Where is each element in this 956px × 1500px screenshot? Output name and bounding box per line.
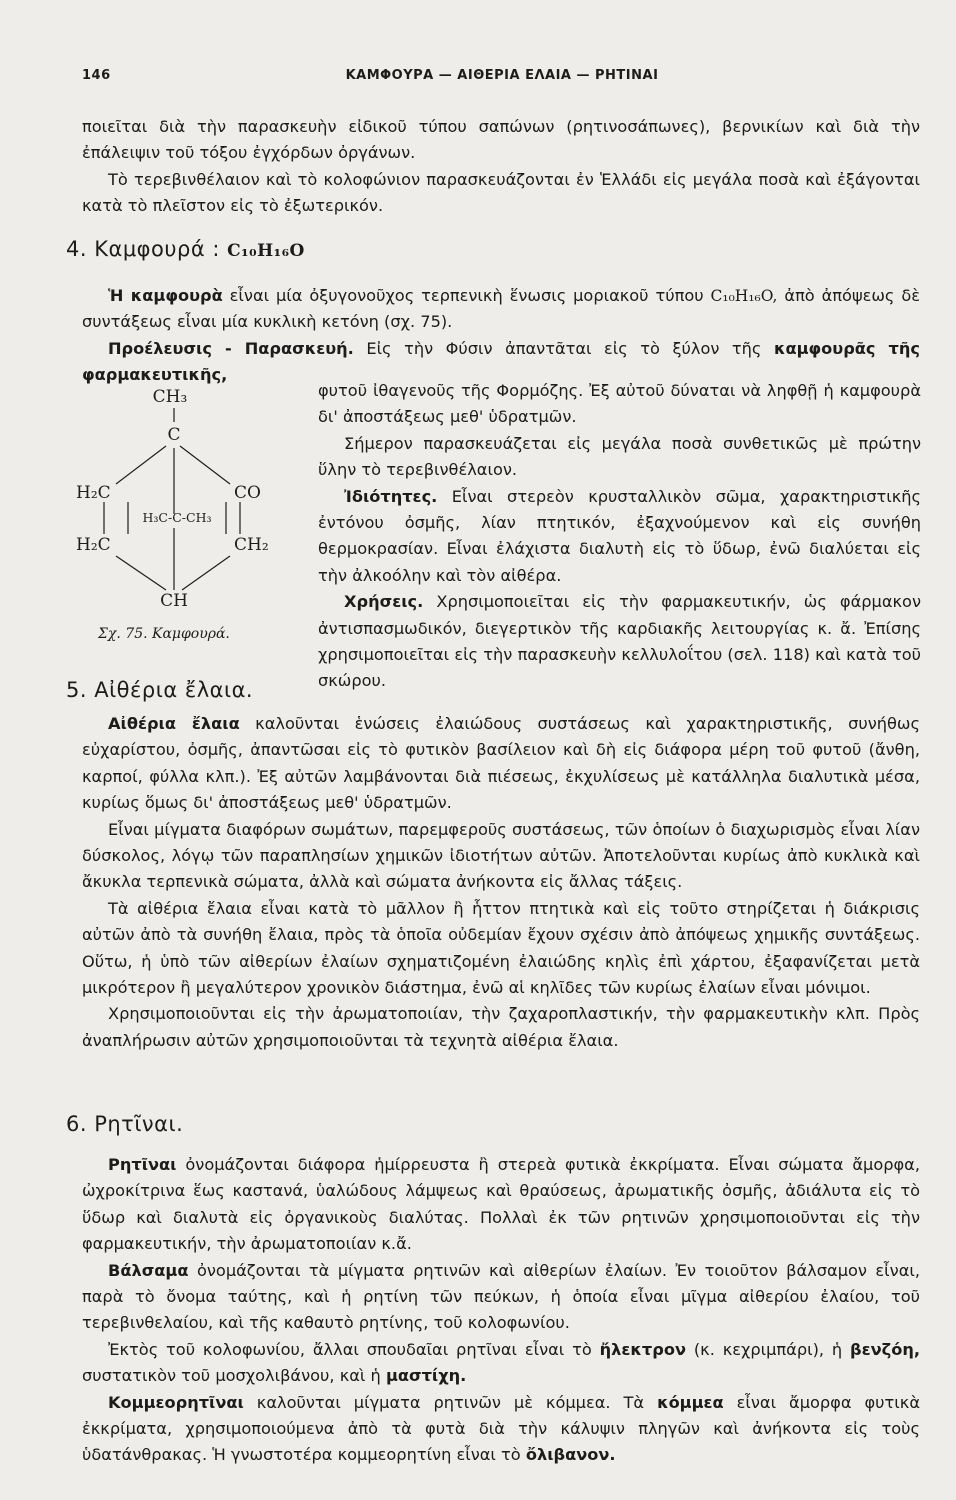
intro-paragraph-2: Τὸ τερεβινθέλαιον καὶ τὸ κολοφώνιον παρασκευάζονται ἐν Ἑλλάδι εἰς μεγάλα ποσὰ καὶ ἐξάγονται κατὰ τὸ πλεῖστον εἰς τὸ ἐξωτερικόν. [82, 169, 920, 216]
gums-term: κόμμεα [657, 1392, 724, 1412]
origin-text-1: Εἰς τὴν Φύσιν ἀπαντᾶται εἰς τὸ ξύλον τῆς [353, 338, 774, 358]
other-resins-text-d: συστατικὸν τοῦ μοσχολιβάνου, καὶ ἡ [82, 1366, 386, 1386]
camphor-definition-tail: ἀπὸ ἀπόψεως δὲ συντάξεως εἶναι μία κυκλικὴ κετόνη (σχ. 75). [82, 286, 920, 332]
gum-resins-text-2: εἶναι ἄμορφα φυτικὰ ἐκκρίματα, χρησιμοποιούμενα ἀπὸ τὰ φυτὰ διὰ τὴν κάλυψιν πληγῶν καὶ ἀνήκοντα εἰς τοὺς ὑδατάνθρακας. Ἡ γνωστοτέρα κομμεορητίνη εἶναι τὸ [82, 1392, 920, 1465]
bond-c-co [180, 446, 230, 484]
resins-definition-text: ὀνομάζονται διάφορα ἡμίρρευστα ἢ στερεὰ φυτικὰ ἐκκρίματα. Εἶναι σώματα ἄμορφα, ὠχροκίτρινα ἕως καστανά, ὑαλώδους λάμψεως καὶ θραύσεως, ἀρωματικῆς ὀσμῆς, ἀδιάλυτα εἰς τὸ ὕδωρ καὶ διαλυτὰ εἰς ὀργανικοὺς διαλύτας. Πολλαὶ ἐκ τῶν ρητινῶν χρησιμοποιοῦνται εἰς τὴν φαρμακευτικήν, τὴν ἀρωματοποιίαν κ.ἄ. [82, 1155, 920, 1254]
running-header [82, 68, 922, 92]
camphor-structure-diagram [70, 378, 290, 658]
camphor-term: Ἡ καμφουρὰ [108, 286, 223, 305]
essential-oils-composition: Εἶναι μίγματα διαφόρων σωμάτων, παρεμφεροῦς συστάσεως, τῶν ὁποίων ὁ διαχωρισμὸς εἶναι λίαν δύσκολος, λόγῳ τῶν παραπλησίων χημικῶν ἰδιοτήτων αὐτῶν. Ἀποτελοῦνται κυρίως ἀπὸ κυκλικὰ καὶ ἄκυκλα τερπενικὰ σώματα, ἀλλὰ καὶ σώματα ἀνήκοντα εἰς ἄλλας τάξεις. [82, 819, 920, 892]
section-6-heading: 6. Ρητῖναι. [66, 1112, 184, 1136]
label-bridge: H₃C-C-CH₃ [142, 510, 212, 525]
essential-oils-term: Αἰθέρια ἔλαια [108, 714, 240, 733]
other-resins-text-c: (κ. κεχριμπάρι), ἡ [686, 1339, 851, 1359]
origin-label: Προέλευσις - Παρασκευή. [108, 338, 354, 358]
label-top-ch3: CH₃ [152, 387, 188, 407]
properties-paragraph [318, 484, 921, 590]
label-top-c: C [167, 425, 181, 445]
amber-term: ἤλεκτρον [599, 1339, 686, 1359]
frankincense-term: ὄλιβανον. [525, 1445, 616, 1465]
essential-oils-definition [82, 711, 920, 817]
gum-resins-term: Κομμεορητῖναι [108, 1392, 244, 1412]
mastic-term: μαστίχη. [385, 1366, 467, 1386]
section-5-heading: 5. Αἰθέρια ἔλαια. [66, 678, 254, 702]
label-left-lower: H₂C [76, 535, 111, 555]
bond-ch2-ch [182, 556, 230, 590]
running-title: ΚΑΜΦΟΥΡΑ — ΑΙΘΕΡΙΑ ΕΛΑΙΑ — ΡΗΤΙΝΑΙ [345, 68, 659, 83]
properties-label: Ἰδιότητες. [344, 486, 438, 506]
uses-text: Χρησιμοποιεῖται εἰς τὴν φαρμακευτικήν, ὡς φάρμακον ἀντισπασμωδικόν, διεγερτικὸν τῆς καρδιακῆς λειτουργίας κ. ἄ. Ἐπίσης χρησιμοποιεῖται εἰς τὴν παρασκευὴν κελλυλοΐτου (σελ. 118) καὶ κατὰ τοῦ σκώρου. [318, 592, 921, 691]
section-4-side-column [318, 378, 921, 695]
intro-text [82, 114, 920, 220]
section-6-body [82, 1152, 920, 1469]
uses-label: Χρήσεις. [344, 592, 424, 612]
resins-term: Ρητῖναι [108, 1155, 177, 1174]
camphor-definition [82, 283, 920, 336]
benzoin-term: βενζόη, [850, 1339, 920, 1359]
page-number: 146 [82, 68, 111, 83]
section-5-body [82, 711, 920, 1054]
balsams-term: Βάλσαμα [108, 1260, 189, 1280]
balsams-text: ὀνομάζονται τὰ μίγματα ρητινῶν καὶ αἰθερίων ἐλαίων. Ἐν τοιοῦτον βάλσαμον εἶναι, παρὰ τὸ ὄνομα ταύτης, καὶ ἡ ρητίνη τῶν πεύκων, ἡ ὁποία εἶναι μῖγμα αἰθερίου ἐλαίου, τοῦ τερεβινθελαίου, καὶ τῆς καθαυτὸ ρητίνης, τοῦ κολοφωνίου. [82, 1260, 920, 1333]
bond-c-h2c-upper [116, 446, 166, 484]
resins-definition [82, 1152, 920, 1258]
label-right-upper: CO [234, 483, 261, 503]
other-resins-text-a: Ἐκτὸς τοῦ κολοφωνίου, ἄλλαι σπουδαῖαι ρητῖναι εἶναι τὸ [108, 1339, 600, 1359]
label-left-upper: H₂C [76, 483, 111, 503]
figure-caption: Σχ. 75. Καμφουρά. [98, 626, 230, 642]
properties-text: Εἶναι στερεὸν κρυσταλλικὸν σῶμα, χαρακτηριστικῆς ἐντόνου ὀσμῆς, λίαν πτητικόν, ἐξαχνούμενον καὶ εἰς συνήθη θερμοκρασίαν. Εἶναι ἐλάχιστα διαλυτὴ εἰς τὸ ὕδωρ, ἐνῶ διαλύεται εἰς τὴν ἀλκοόλην καὶ τὸν αἰθέρα. [318, 486, 921, 585]
essential-oils-uses: Χρησιμοποιοῦνται εἰς τὴν ἀρωματοποιίαν, τὴν ζαχαροπλαστικήν, τὴν φαρμακευτικὴν κλπ. Πρὸς ἀναπλήρωσιν αὐτῶν χρησιμοποιοῦνται τὰ τεχνητὰ αἰθέρια ἔλαια. [82, 1004, 920, 1050]
essential-oils-volatility: Τὰ αἰθέρια ἔλαια εἶναι κατὰ τὸ μᾶλλον ἢ ἧττον πτητικὰ καὶ εἰς τοῦτο στηρίζεται ἡ διάκρισις αὐτῶν ἀπὸ τὰ συνήθη ἔλαια, πρὸς τὰ ὁποῖα οὐδεμίαν ἔχουν σχέσιν ἀπὸ ἀπόψεως χημικῆς συντάξεως. Οὕτω, ἡ ὑπὸ τῶν αἰθερίων ἐλαίων σχηματιζομένη ἐλαιώδης κηλὶς ἐπὶ χάρτου, ἐξαφανίζεται μετὰ μικρότερον ἢ μεγαλύτερον χρονικὸν διάστημα, ἐνῶ αἱ κηλῖδες τῶν κυρίως ἐλαίων εἶναι μόνιμοι. [82, 898, 920, 998]
gum-resins-text: καλοῦνται μίγματα ρητινῶν μὲ κόμμεα. Τὰ [243, 1392, 658, 1412]
molecular-formula: C₁₀H₁₆O, [710, 287, 778, 305]
section-4-heading [66, 237, 305, 261]
synthesis-paragraph: Σήμερον παρασκευάζεται εἰς μεγάλα ποσὰ συνθετικῶς μὲ πρώτην ὕλην τὸ τερεβινθέλαιον. [318, 433, 921, 480]
essential-oils-definition-text: καλοῦνται ἑνώσεις ἐλαιώδους συστάσεως καὶ χαρακτηριστικῆς, συνήθως εὐχαρίστου, ὀσμῆς, ἀπαντῶσαι εἰς τὸ φυτικὸν βασίλειον καὶ δὴ εἰς διάφορα μέρη τοῦ φυτοῦ (ἄνθη, καρποί, φύλλα κλπ.). Ἐξ αὐτῶν λαμβάνονται διὰ πιέσεως, ἐκχυλίσεως μὲ κατάλληλα διαλυτικὰ μέσα, κυρίως ὅμως δι' ἀποστάξεως μεθ' ὑδρατμῶν. [82, 714, 920, 813]
gum-resins-paragraph [82, 1390, 920, 1469]
label-bottom-ch: CH [160, 591, 188, 611]
section-4-title: 4. Καμφουρά : [66, 237, 220, 261]
camphor-formula: C₁₀H₁₆O [227, 241, 305, 261]
uses-paragraph [318, 589, 921, 695]
camphor-tree-name: καμφουρᾶς τῆς φαρμακευτικῆς, [82, 338, 920, 385]
camphor-definition-text: εἶναι μία ὀξυγονοῦχος τερπενικὴ ἕνωσις μοριακοῦ τύπου [222, 286, 711, 305]
intro-paragraph-1: ποιεῖται διὰ τὴν παρασκευὴν εἰδικοῦ τύπου σαπώνων (ρητινοσάπωνες), βερνικίων καὶ διὰ τὴν ἐπάλειψιν τοῦ τόξου ἐγχόρδων ὀργάνων. [82, 117, 920, 163]
label-right-lower: CH₂ [234, 535, 269, 555]
other-resins-paragraph [82, 1337, 920, 1390]
origin-continuation: φυτοῦ ἰθαγενοῦς τῆς Φορμόζης. Ἐξ αὐτοῦ δύναται νὰ ληφθῇ ἡ καμφουρὰ δι' ἀποστάξεως μεθ' ὑδρατμῶν. [318, 381, 921, 427]
balsams-paragraph [82, 1258, 920, 1337]
section-4-intro [82, 283, 920, 389]
bond-h2c-ch [116, 556, 166, 590]
